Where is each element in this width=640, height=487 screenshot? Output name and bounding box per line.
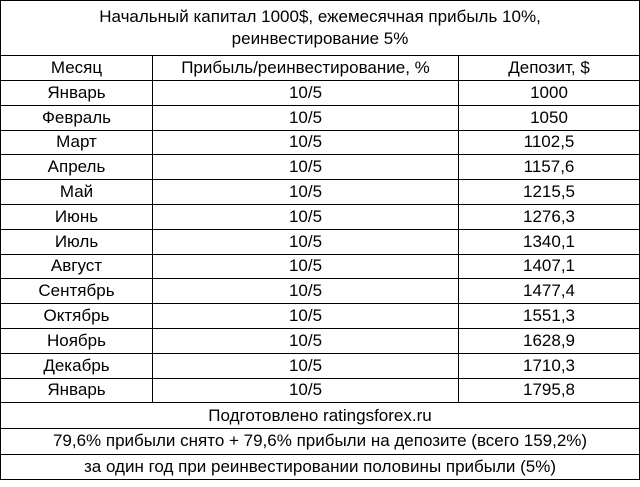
credit-text: Подготовлено ratingsforex.ru: [1, 403, 640, 429]
footer-summary-row-2: [1, 454, 640, 480]
deposit-cell: 1710,3: [459, 353, 640, 378]
column-header-month: Месяц: [1, 56, 153, 81]
table-row: [1, 180, 640, 205]
profit-cell: 10/5: [153, 204, 459, 229]
deposit-cell: 1050: [459, 105, 640, 130]
month-cell: Февраль: [1, 105, 153, 130]
deposit-cell: 1215,5: [459, 180, 640, 205]
table-row: [1, 204, 640, 229]
header-row: [1, 56, 640, 81]
month-cell: Декабрь: [1, 353, 153, 378]
month-cell: Июль: [1, 229, 153, 254]
table-row: [1, 353, 640, 378]
summary-text-2: за один год при реинвестировании половины прибыли (5%): [1, 454, 640, 480]
footer-summary-row-1: [1, 428, 640, 454]
profit-cell: 10/5: [153, 155, 459, 180]
footer-credit-row: [1, 403, 640, 429]
month-cell: Сентябрь: [1, 279, 153, 304]
profit-cell: 10/5: [153, 254, 459, 279]
table-row: [1, 378, 640, 403]
deposit-cell: 1276,3: [459, 204, 640, 229]
deposit-cell: 1102,5: [459, 130, 640, 155]
profit-cell: 10/5: [153, 229, 459, 254]
month-cell: Январь: [1, 81, 153, 106]
table-row: [1, 304, 640, 329]
summary-text-1: 79,6% прибыли снято + 79,6% прибыли на депозите (всего 159,2%): [1, 428, 640, 454]
title-line-2: реинвестирование 5%: [231, 29, 409, 48]
table-row: [1, 130, 640, 155]
month-cell: Апрель: [1, 155, 153, 180]
profit-cell: 10/5: [153, 81, 459, 106]
table-row: [1, 328, 640, 353]
profit-cell: 10/5: [153, 130, 459, 155]
deposit-cell: 1551,3: [459, 304, 640, 329]
title-line-1: Начальный капитал 1000$, ежемесячная прибыль 10%,: [99, 7, 541, 26]
deposit-cell: 1477,4: [459, 279, 640, 304]
profit-cell: 10/5: [153, 353, 459, 378]
month-cell: Октябрь: [1, 304, 153, 329]
column-header-profit: Прибыль/реинвестирование, %: [153, 56, 459, 81]
table-row: [1, 229, 640, 254]
month-cell: Май: [1, 180, 153, 205]
title-row: [1, 1, 640, 56]
deposit-cell: 1340,1: [459, 229, 640, 254]
table-row: [1, 254, 640, 279]
profit-cell: 10/5: [153, 378, 459, 403]
profit-cell: 10/5: [153, 180, 459, 205]
table-row: [1, 279, 640, 304]
month-cell: Ноябрь: [1, 328, 153, 353]
table-row: [1, 105, 640, 130]
deposit-cell: 1157,6: [459, 155, 640, 180]
month-cell: Август: [1, 254, 153, 279]
profit-cell: 10/5: [153, 105, 459, 130]
table-row: [1, 155, 640, 180]
profit-cell: 10/5: [153, 304, 459, 329]
table-row: [1, 81, 640, 106]
column-header-deposit: Депозит, $: [459, 56, 640, 81]
deposit-cell: 1407,1: [459, 254, 640, 279]
table-title: [1, 1, 640, 56]
profit-cell: 10/5: [153, 328, 459, 353]
month-cell: Январь: [1, 378, 153, 403]
deposit-cell: 1000: [459, 81, 640, 106]
month-cell: Июнь: [1, 204, 153, 229]
month-cell: Март: [1, 130, 153, 155]
profit-cell: 10/5: [153, 279, 459, 304]
deposit-cell: 1795,8: [459, 378, 640, 403]
deposit-cell: 1628,9: [459, 328, 640, 353]
